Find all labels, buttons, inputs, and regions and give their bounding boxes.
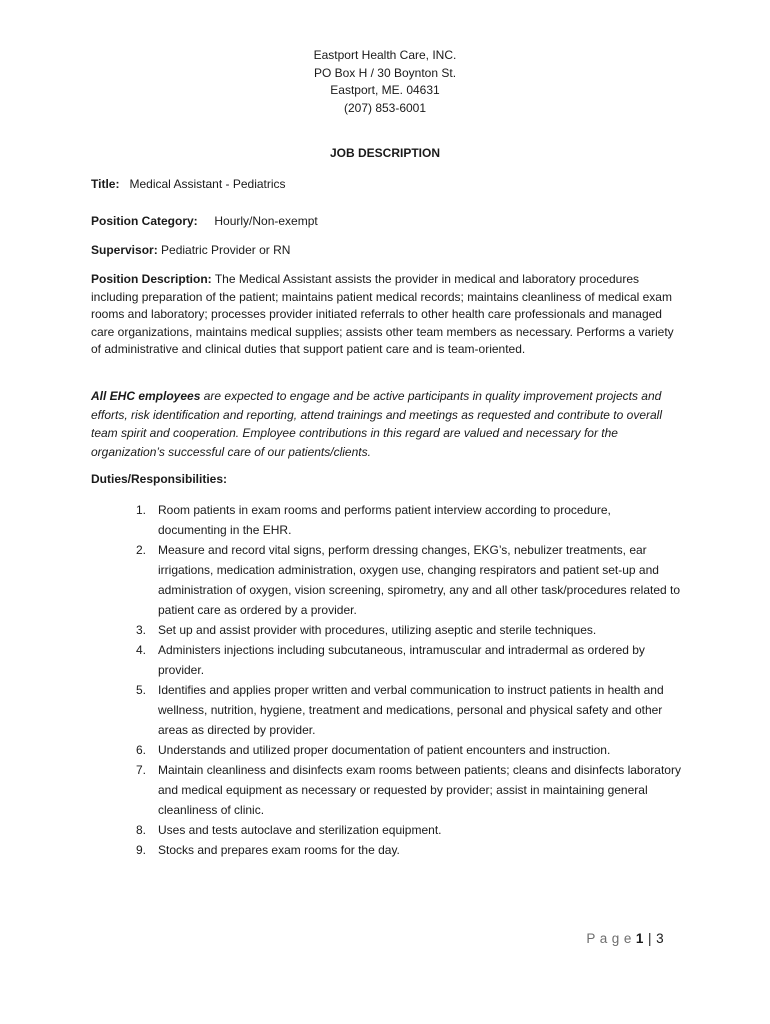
document-heading: JOB DESCRIPTION — [329, 146, 440, 160]
list-item-number: 8. — [136, 823, 147, 837]
letterhead — [0, 47, 770, 117]
position-description-label: Position Description: — [91, 272, 212, 286]
list-item — [136, 620, 681, 640]
title-label: Title: — [91, 177, 120, 191]
position-description-text: The Medical Assistant assists the provider in medical and laboratory procedures including preparation of the patient; maintains patient medical records; maintains cleanliness of medical exam rooms and laboratory; processes provider initiated referrals to other health care professionals and managed care organizations, maintains medical supplies; assists other team members as necessary. Performs a variety of administrative and clinical duties that support patient care and is team-oriented. — [91, 272, 674, 357]
list-item-number: 7. — [136, 763, 147, 777]
list-item-number: 9. — [136, 843, 147, 857]
duties-list — [136, 500, 681, 860]
list-item-number: 5. — [136, 683, 147, 697]
list-item — [136, 540, 681, 620]
org-name: Eastport Health Care, INC. — [313, 48, 457, 62]
supervisor-label: Supervisor: — [91, 243, 158, 257]
list-item-text: Administers injections including subcutaneous, intramuscular and intradermal as ordered by provider. — [158, 643, 645, 677]
list-item-number: 4. — [136, 643, 147, 657]
duties-heading: Duties/Responsibilities: — [91, 472, 228, 486]
list-item — [136, 760, 681, 820]
title-field — [91, 177, 286, 191]
list-item-text: Stocks and prepares exam rooms for the day. — [158, 843, 400, 857]
list-item-text: Set up and assist provider with procedures, utilizing aseptic and sterile techniques. — [158, 623, 597, 637]
list-item — [136, 840, 681, 860]
list-item-text: Identifies and applies proper written and verbal communication to instruct patients in health and wellness, nutrition, hygiene, treatment and medications, personal and physical safety and other areas as directed by provider. — [158, 683, 664, 737]
page-word: P a g e — [586, 931, 632, 946]
page-total: 3 — [656, 931, 664, 946]
list-item-number: 6. — [136, 743, 147, 757]
position-category-value: Hourly/Non-exempt — [214, 214, 318, 228]
supervisor-value: Pediatric Provider or RN — [161, 243, 291, 257]
title-value: Medical Assistant - Pediatrics — [129, 177, 286, 191]
list-item-number: 1. — [136, 503, 147, 517]
page-separator: | — [648, 931, 652, 946]
list-item-number: 2. — [136, 543, 147, 557]
ehc-statement — [91, 387, 686, 461]
ehc-statement-text: are expected to engage and be active participants in quality improvement projects and efforts, risk identification and reporting, attend trainings and meetings as requested and contribute to overall team spirit and cooperation. Employee contributions in this regard are valued and necessary for the organization’s successful care of our patients/clients. — [91, 389, 663, 459]
position-category-field — [91, 214, 318, 228]
list-item-text: Measure and record vital signs, perform dressing changes, EKG’s, nebulizer treatments, ear irrigations, medication administration, oxygen use, changing respirators and patient set-up and administration of oxygen, vision screening, spirometry, any and all other task/procedures related to patient care as ordered by a provider. — [158, 543, 681, 617]
list-item — [136, 820, 681, 840]
list-item-text: Maintain cleanliness and disinfects exam rooms between patients; cleans and disinfects laboratory and medical equipment as necessary or requested by provider; assist in maintaining general cleanliness of clinic. — [158, 763, 681, 817]
list-item — [136, 680, 681, 740]
position-category-label: Position Category: — [91, 214, 198, 228]
address-line-2: Eastport, ME. 04631 — [330, 83, 440, 97]
list-item-number: 3. — [136, 623, 147, 637]
list-item-text: Room patients in exam rooms and performs patient interview according to procedure, documenting in the EHR. — [158, 503, 611, 537]
list-item — [136, 740, 681, 760]
address-line-1: PO Box H / 30 Boynton St. — [313, 65, 457, 80]
phone-number: (207) 853-6001 — [343, 100, 427, 115]
list-item-text: Uses and tests autoclave and sterilization equipment. — [158, 823, 442, 837]
list-item — [136, 640, 681, 680]
list-item-text: Understands and utilized proper documentation of patient encounters and instruction. — [158, 743, 611, 757]
ehc-statement-lead: All EHC employees — [91, 389, 201, 403]
page-footer — [586, 931, 664, 946]
list-item — [136, 500, 681, 540]
supervisor-field — [91, 243, 290, 257]
page-number: 1 — [635, 931, 644, 946]
position-description — [91, 271, 686, 359]
